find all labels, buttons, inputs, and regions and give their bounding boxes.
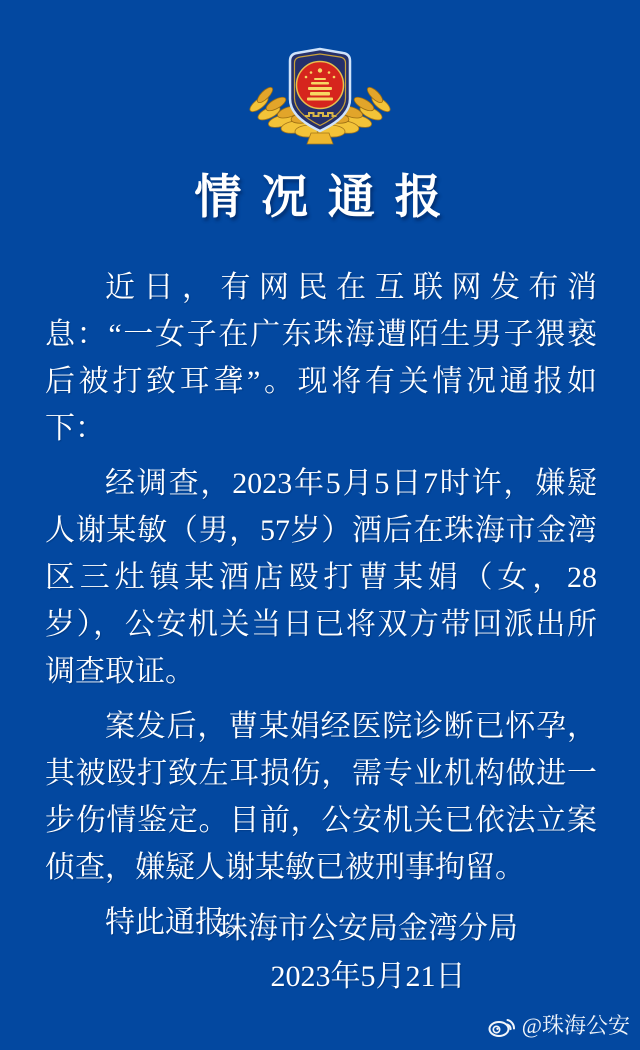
issue-date: 2023年5月21日 bbox=[270, 960, 466, 993]
weibo-handle: @珠海公安 bbox=[521, 1013, 630, 1038]
paragraph-followup: 案发后，曹某娟经医院诊断已怀孕，其被殴打致左耳损伤，需专业机构做进一步伤情鉴定。目前，公安机关已依法立案侦查，嫌疑人谢某敏已被刑事拘留。 bbox=[45, 710, 597, 884]
notice-body bbox=[45, 264, 597, 946]
notice-title: 情 况 通 报 bbox=[194, 172, 446, 224]
police-emblem bbox=[245, 47, 395, 151]
paragraph-closing: 特此通报。 bbox=[105, 906, 255, 939]
police-emblem-icon bbox=[245, 47, 395, 151]
weibo-icon bbox=[487, 1012, 517, 1038]
colophon bbox=[48, 905, 640, 1001]
paragraph-intro: 近日，有网民在互联网发布消息：“一女子在广东珠海遭陌生男子猥亵后被打致耳聋”。现将有关情况通报如下： bbox=[45, 271, 597, 445]
paragraph-findings: 经调查，2023年5月5日7时许，嫌疑人谢某敏（男，57岁）酒后在珠海市金湾区三灶镇某酒店殴打曹某娟（女，28岁），公安机关当日已将双方带回派出所调查取证。 bbox=[45, 467, 597, 688]
issuer-name: 珠海市公安局金湾分局 bbox=[218, 912, 518, 945]
weibo-watermark bbox=[487, 1009, 630, 1040]
